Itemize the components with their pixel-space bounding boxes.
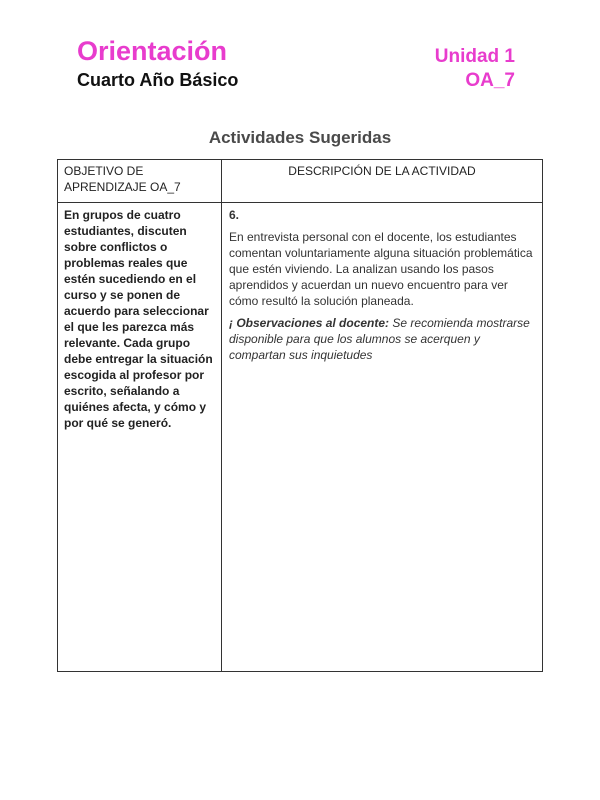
teacher-note-label: ¡ Observaciones al docente: (229, 316, 390, 330)
oa-code-label: OA_7 (465, 70, 515, 91)
subject-title: Orientación (77, 36, 228, 66)
table-row-divider (58, 202, 542, 203)
objective-cell: En grupos de cuatro estudiantes, discuten sobre conflictos o problemas reales que estén sucediendo en el curso y se ponen de acuerdo para seleccionar el que les parezca más relevante. Cada grupo debe entregar la situación escogida al profesor por escrito, señalando a quiénes afecta, y cómo y por qué se generó. (64, 208, 213, 430)
table-column-divider (221, 160, 222, 671)
section-title: Actividades Sugeridas (208, 128, 392, 147)
activity-description: En entrevista personal con el docente, los estudiantes comentan voluntariamente alguna situación problemática que estén viviendo. La analizan usando los pasos aprendidos y acuerdan un nuevo encuentro para ver cómo resultó la solución planeada. (229, 230, 533, 308)
description-cell (229, 207, 535, 363)
teacher-note-text: Se recomienda mostrarse disponible para que los alumnos se acerquen y compartan sus inquietudes (229, 316, 530, 362)
activity-number: 6. (229, 208, 240, 222)
teacher-note (229, 315, 535, 363)
description-column-header: DESCRIPCIÓN DE LA ACTIVIDAD (288, 164, 476, 178)
objective-column-header: OBJETIVO DE APRENDIZAJE OA_7 (64, 164, 181, 194)
grade-title: Cuarto Año Básico (77, 70, 239, 90)
unit-label: Unidad 1 (434, 46, 515, 67)
activity-table (57, 159, 543, 672)
